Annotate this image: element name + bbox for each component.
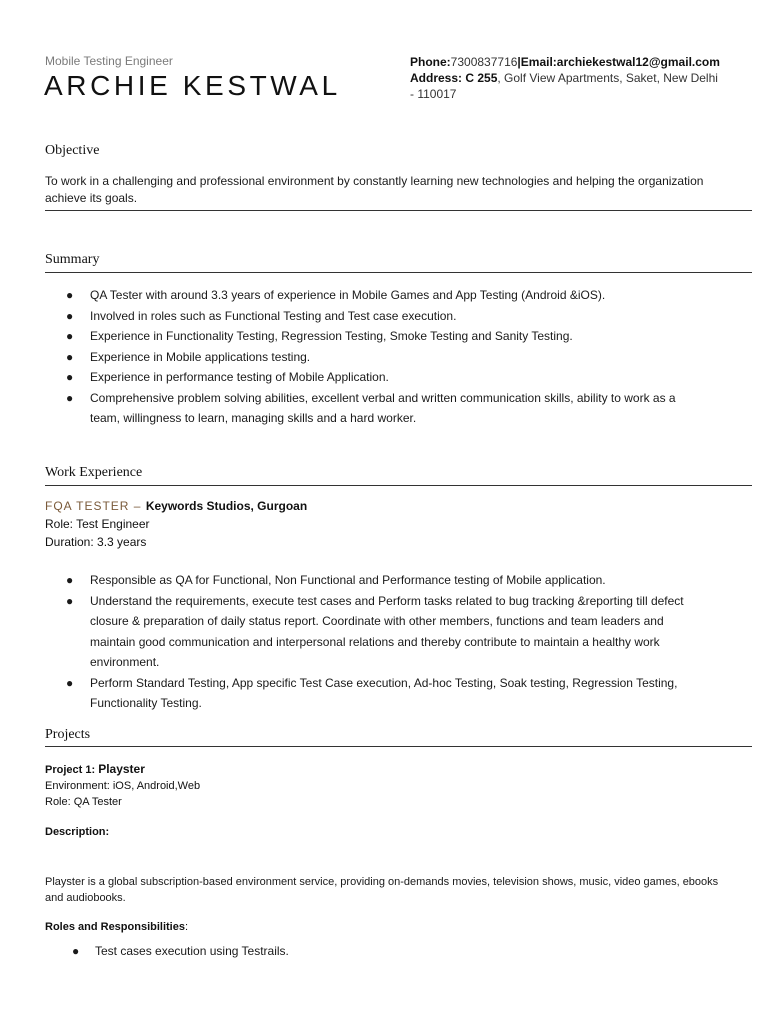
roles-colon: :: [184, 921, 189, 933]
roles-label-line: [45, 921, 188, 933]
section-divider: [45, 210, 752, 211]
bullet-icon: ●: [66, 288, 74, 302]
job-subtitle: Mobile Testing Engineer: [45, 54, 173, 68]
list-item: ● Experience in Mobile applications testing.: [45, 347, 685, 368]
summary-heading: Summary: [45, 252, 100, 267]
contact-block: [410, 54, 740, 102]
address-label: Address: C 255: [410, 71, 498, 85]
company-name: Keywords Studios, Gurgoan: [145, 499, 308, 513]
list-item: ● QA Tester with around 3.3 years of experience in Mobile Games and App Testing (Android &iOS).: [45, 285, 685, 306]
project-label: Project 1:: [45, 764, 99, 776]
phone-label: Phone:: [410, 55, 451, 69]
address-line: [410, 70, 740, 86]
experience-list: [45, 570, 685, 714]
bullet-icon: ●: [66, 573, 74, 587]
objective-heading: Objective: [45, 143, 100, 158]
bullet-icon: ●: [66, 593, 74, 608]
objective-text: To work in a challenging and professional environment by constantly learning new technologies and helping the organization achieve its goals.: [45, 174, 704, 205]
list-item: ● Perform Standard Testing, App specific Test Case execution, Ad-hoc Testing, Soak testing, Regression Testing, Functionality Testing.: [45, 673, 685, 714]
list-item: ● Test cases execution using Testrails.: [45, 941, 685, 962]
project-environment: Environment: iOS, Android,Web: [45, 780, 201, 792]
bullet-icon: ●: [66, 308, 74, 323]
bullet-icon: ●: [66, 390, 74, 405]
email-label: Email:: [520, 55, 557, 69]
bullet-icon: ●: [72, 944, 80, 958]
projects-heading: Projects: [45, 727, 91, 742]
address-line-2: - 110017: [410, 87, 457, 101]
experience-heading: Work Experience: [45, 465, 143, 480]
job-duration: Duration: 3.3 years: [45, 535, 147, 549]
job-title-line: [45, 499, 307, 513]
bullet-icon: ●: [66, 329, 74, 343]
job-title: FQA TESTER –: [45, 499, 146, 513]
contact-line: [410, 54, 740, 70]
project-description: Playster is a global subscription-based environment service, providing on-demands movies, television shows, music, video games, ebooks and audiobooks.: [45, 876, 719, 904]
section-divider: [45, 272, 752, 273]
address-text: , Golf View Apartments, Saket, New Delhi: [497, 71, 718, 85]
summary-list: [45, 285, 685, 429]
list-item: ● Involved in roles such as Functional Testing and Test case execution.: [45, 306, 685, 327]
roles-list: [45, 941, 685, 962]
candidate-name: ARCHIE KESTWAL: [44, 70, 341, 101]
list-item: ● Experience in Functionality Testing, Regression Testing, Smoke Testing and Sanity Testing.: [45, 326, 685, 347]
list-item: ● Comprehensive problem solving abilities, excellent verbal and written communication skills, ability to work as a team, willingness to learn, managing skills and a hard worker.: [45, 388, 685, 429]
section-divider: [45, 746, 752, 747]
section-divider: [45, 485, 752, 486]
phone-number: 7300837716: [450, 55, 518, 69]
roles-label: Roles and Responsibilities: [45, 921, 185, 933]
list-item: ● Understand the requirements, execute test cases and Perform tasks related to bug tracking &reporting till defect closure & preparation of daily status report. Coordinate with other members, functions and team leaders and maintain good communication and interpersonal relations and thereby contribute to maintain a healthy work environment.: [45, 591, 685, 673]
bullet-icon: ●: [66, 370, 74, 384]
job-role: Role: Test Engineer: [45, 517, 150, 531]
project-name: Playster: [98, 762, 145, 776]
email-address[interactable]: archiekestwal12@gmail.com: [556, 55, 720, 69]
list-item: ● Experience in performance testing of Mobile Application.: [45, 367, 685, 388]
list-item: ● Responsible as QA for Functional, Non Functional and Performance testing of Mobile application.: [45, 570, 685, 591]
project-title-line: [45, 762, 145, 776]
description-label: Description:: [45, 826, 110, 838]
project-role: Role: QA Tester: [45, 796, 122, 808]
bullet-icon: ●: [66, 675, 74, 690]
bullet-icon: ●: [66, 349, 74, 364]
contact-separator: |: [517, 55, 521, 69]
